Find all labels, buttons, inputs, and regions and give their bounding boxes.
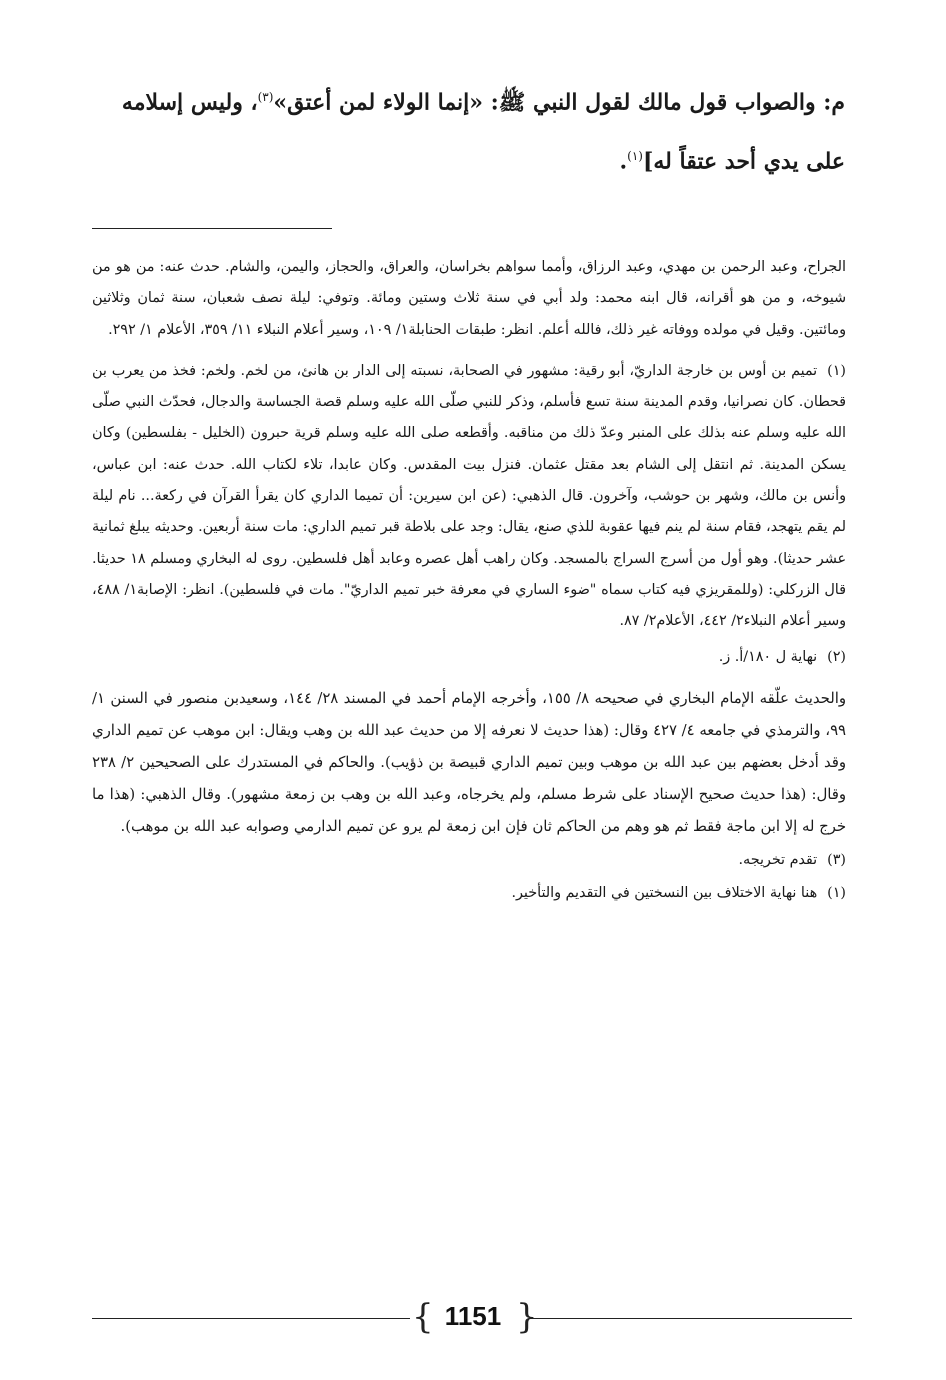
footnote-1b-text: هنا نهاية الاختلاف بين النسختين في التقديم والتأخير. bbox=[511, 885, 818, 902]
footnote-3 bbox=[92, 845, 846, 876]
main-text bbox=[90, 70, 845, 189]
footnote-2-number: (٢) bbox=[827, 648, 846, 665]
main-line-1-text: م: والصواب قول مالك لقول النبي ﷺ: «إنما الولاء لمن أعتق» bbox=[273, 89, 845, 116]
footnote-continuation bbox=[92, 252, 846, 346]
footnote-1-text: تميم بن أوس بن خارجة الداريّ، أبو رقية: مشهور في الصحابة، نسبته إلى الدار بن هانئ، من لخم. ولخم: فخذ من يعرب بن قحطان. كان نصرانيا، وقدم المدينة سنة تسع فأسلم، وذكر للنبي صلّى الله عليه وسلم قصة الجساسة والدجال، فحدّث النبي صلّى الله عليه وسلم عنه بذلك على المنبر وعدّ ذلك من مناقبه. وأقطعه صلى الله عليه وسلم قرية حبرون (الخليل - بفلسطين) وكان يسكن المدينة. ثم انتقل إلى الشام بعد مقتل عثمان. فنزل بيت المقدس. وكان عابدا، تلاء لكتاب الله. حدث عنه: ابن عباس، وأنس بن مالك، وشهر بن حوشب، وآخرون. قال الذهبي: (عن ابن سيرين: أن تميما الداري كان يقرأ القرآن في ركعة... نام ليلة لم يقم يتهجد، فقام سنة لم ينم فيها عقوبة للذي صنع، يقال: وجد على بلاطة قبر تميم الداري: مات سنة أربعين. وحديثه يبلغ ثمانية عشر حديثا). وهو أول من أسرج السراج بالمسجد. وكان راهب أهل عصره وعابد أهل فلسطين. روى له البخاري ومسلم ١٨ حديثا. قال الزركلي: (وللمقريزي فيه كتاب سماه "ضوء الساري في معرفة خبر تميم الداريّ". مات في فلسطين). انظر: الإصابة١/ ٤٨٨، وسير أعلام النبلاء٢/ ٤٤٢، الأعلام٢/ ٨٧. bbox=[92, 362, 846, 630]
page-number: 1151 bbox=[444, 1301, 502, 1331]
main-line-2-text: على يدي أحد عتقاً له] bbox=[642, 148, 845, 175]
main-line-2-tail: . bbox=[619, 148, 628, 175]
hadith-takhrij-text: والحديث علّقه الإمام البخاري في صحيحه ٨/ ١٥٥، وأخرجه الإمام أحمد في المسند ٢٨/ ١٤٤، وسعيدبن منصور في السنن ١/ ٩٩، والترمذي في جامعه ٤/ ٤٢٧ وقال: (هذا حديث لا نعرفه إلا من حديث عبد الله بن وهب ويقال: ابن موهب عن تميم الداري وقد أدخل بعضهم بين عبد الله بن موهب وبين تميم الداري قبيصة بن ذؤيب). والحاكم في المستدرك على الصحيحين ٢/ ٢٣٨ وقال: (هذا حديث صحيح الإسناد على شرط مسلم، ولم يخرجاه، وعبد الله بن وهب بن زمعة مشهور). وقال الذهبي: (هذا ما خرج له إلا ابن ماجة فقط ثم هو وهم من الحاكم ثان فإن ابن زمعة لم يرو عن تميم الدارمي وصوابه عبد الله بن موهب). bbox=[92, 689, 846, 835]
footnote-ref-1: (١) bbox=[627, 149, 643, 164]
footnote-2 bbox=[92, 642, 846, 673]
footnote-1-number: (١) bbox=[827, 362, 846, 379]
footnote-1b-number: (١) bbox=[827, 885, 846, 902]
footer-brace-left: { bbox=[412, 1297, 434, 1337]
main-line-1 bbox=[90, 70, 845, 129]
hadith-takhrij bbox=[92, 683, 846, 843]
page-footer bbox=[92, 1295, 852, 1341]
footnote-ref-3: (٣) bbox=[257, 90, 274, 104]
footnote-continuation-text: الجراح، وعبد الرحمن بن مهدي، وعبد الرزاق، وأمما سواهم بخراسان، والعراق، والحجاز، واليمن، والشام. حدث عنه: من هو من شيوخه، و من هو أقرانه، قال ابنه محمد: ولد أبي في سنة ثلاث وستين ومائة. وتوفي: ليلة نصف شعبان، سنة ثمان وثلاثين ومائتين. وقيل في مولده ووفاته غير ذلك، فالله أعلم. انظر: طبقات الحنابلة١/ ١٠٩، وسير أعلام النبلاء ١١/ ٣٥٩، الأعلام ١/ ٢٩٢. bbox=[92, 259, 846, 338]
main-line-1-tail: ، وليس إسلامه bbox=[121, 89, 258, 116]
footer-rule-left bbox=[92, 1318, 410, 1319]
main-line-2 bbox=[90, 129, 845, 188]
footnotes bbox=[92, 252, 846, 909]
footer-brace-right: } bbox=[516, 1297, 538, 1337]
footer-rule-right bbox=[530, 1318, 852, 1319]
footnote-1b bbox=[92, 878, 846, 909]
footnote-1 bbox=[92, 356, 846, 638]
footnote-3-text: تقدم تخريجه. bbox=[738, 851, 818, 868]
footnote-3-number: (٣) bbox=[827, 851, 846, 868]
footnote-separator bbox=[92, 228, 332, 229]
footnote-2-text: نهاية ل ١٨٠/أ. ز. bbox=[718, 648, 818, 665]
